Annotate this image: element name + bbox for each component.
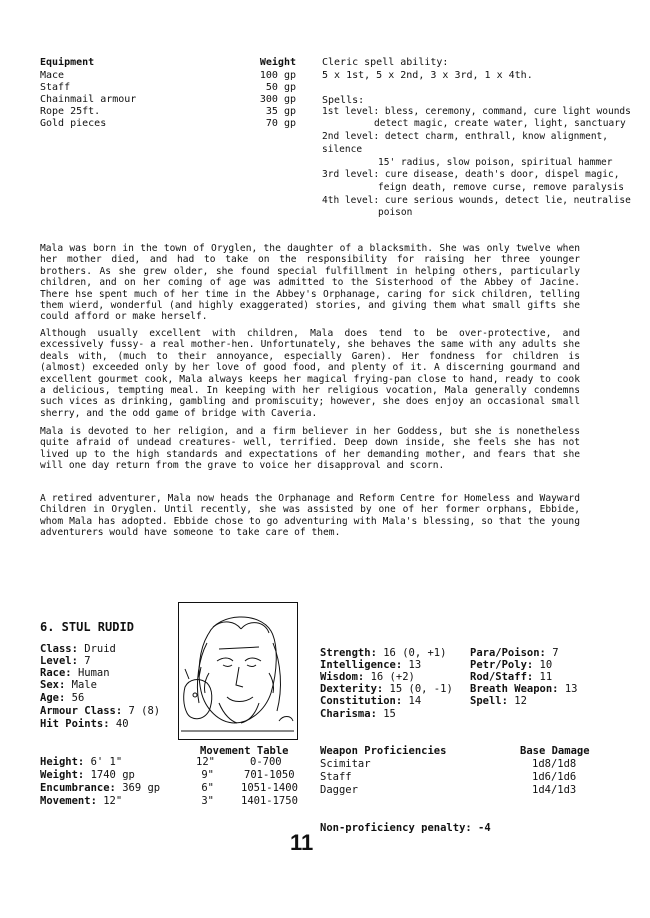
- equipment-weight: 35 gp: [265, 106, 296, 117]
- save-petr-poly: Petr/Poly: 10: [470, 659, 553, 671]
- ability-dexterity: Dexterity: 15 (0, -1): [320, 683, 453, 695]
- page-number: 11: [290, 830, 314, 855]
- stat-sex: Sex: Male: [40, 679, 97, 691]
- non-proficiency-penalty: Non-proficiency penalty: -4: [320, 822, 491, 834]
- spell-line: detect magic, create water, light, sanctuary: [374, 118, 626, 129]
- base-damage-title: Base Damage: [520, 745, 590, 757]
- equipment-item: Mace: [40, 70, 65, 81]
- weapon-name: Dagger: [320, 784, 358, 796]
- ability-intelligence: Intelligence: 13: [320, 659, 422, 671]
- spell-line: 1st level: bless, ceremony, command, cure light wounds: [322, 106, 631, 117]
- movement-range: 1051-1400: [241, 782, 298, 794]
- equipment-weight: 300 gp: [259, 94, 296, 105]
- movement-rate: 12": [196, 756, 215, 768]
- weapon-damage: 1d6/1d6: [532, 771, 577, 783]
- character-portrait: [178, 602, 298, 740]
- bio-paragraph: Although usually excellent with children, Mala does tend to be over-protective, and excessively fussy- a real mother-hen. Unfortunately, she behaves the same with any adults she deals with, (much to their annoyance, especially Garen). Her fondness for children is (almost) exceeded only by her love of good food, and plenty of it. A discerning gourmand and excellent gourmet cook, Mala always keeps her magical frying-pan close to hand, ready to cook a delicious, tempting meal. In keeping with her religious vocation, Mala generally condemns such vices as drinking, gambling and promiscuity; however, she does enjoy an occasional small sherry, and the odd game of bridge with Caveria.: [40, 328, 580, 419]
- equipment-header: Equipment: [40, 57, 95, 68]
- druid-portrait-icon: [179, 603, 296, 738]
- ability-wisdom: Wisdom: 16 (+2): [320, 671, 415, 683]
- stat-age: Age: 56: [40, 692, 85, 704]
- save-para-poison: Para/Poison: 7: [470, 647, 559, 659]
- stat-movement: Movement: 12": [40, 795, 123, 807]
- stat-hit-points: Hit Points: 40: [40, 718, 129, 730]
- ability-charisma: Charisma: 15: [320, 708, 396, 720]
- movement-range: 701-1050: [244, 769, 295, 781]
- movement-rate: 6": [201, 782, 214, 794]
- spell-line: poison: [378, 207, 413, 218]
- spell-list: [322, 106, 631, 224]
- weapon-damage: 1d8/1d8: [532, 758, 577, 770]
- save-spell: Spell: 12: [470, 695, 527, 707]
- equipment-item: Staff: [40, 82, 71, 93]
- spell-line: 3rd level: cure disease, death's door, dispel magic,: [322, 169, 620, 180]
- spell-line: silence: [322, 144, 363, 155]
- weapon-name: Staff: [320, 771, 352, 783]
- movement-range: 0-700: [250, 756, 282, 768]
- spell-line: feign death, remove curse, remove paralysis: [378, 182, 624, 193]
- equipment-item: Chainmail armour: [40, 94, 137, 105]
- movement-rate: 3": [201, 795, 214, 807]
- spell-ability-label: Cleric spell ability:: [322, 57, 449, 68]
- bio-paragraph: Mala is devoted to her religion, and a firm believer in her Goddess, but she is nonetheless quite afraid of undead creatures- well, terrified. Deep down inside, she feels she has not lived up to the high standards and expectations of her demanding mother, and fears that she will one day return from the grave to voice her disapproval and scorn.: [40, 426, 580, 472]
- ability-constitution: Constitution: 14: [320, 695, 422, 707]
- save-rod-staff: Rod/Staff: 11: [470, 671, 553, 683]
- stat-race: Race: Human: [40, 667, 110, 679]
- equipment-item: Gold pieces: [40, 118, 107, 129]
- weight-header: Weight: [259, 57, 296, 68]
- stat-class: Class: Druid: [40, 643, 116, 655]
- movement-table-title: Movement Table: [200, 745, 289, 757]
- stat-encumbrance: Encumbrance: 369 gp: [40, 782, 161, 794]
- stat-weight: Weight: 1740 gp: [40, 769, 135, 781]
- equipment-weight: 50 gp: [265, 82, 296, 93]
- base-damage-header-clip: [520, 745, 594, 759]
- spell-ability: 5 x 1st, 5 x 2nd, 3 x 3rd, 1 x 4th.: [322, 70, 533, 81]
- weapon-damage: 1d4/1d3: [532, 784, 577, 796]
- movement-range: 1401-1750: [241, 795, 298, 807]
- equipment-item: Rope 25ft.: [40, 106, 101, 117]
- stat-level: Level: 7: [40, 655, 91, 667]
- spell-line: 15' radius, slow poison, spiritual hammer: [378, 157, 613, 168]
- equipment-weight: 100 gp: [259, 70, 296, 81]
- equipment-weight: 70 gp: [265, 118, 296, 129]
- ability-strength: Strength: 16 (0, +1): [320, 647, 447, 659]
- spells-title: Spells:: [322, 95, 365, 106]
- bio-paragraph: A retired adventurer, Mala now heads the Orphanage and Reform Centre for Homeless and Wayward Children in Oryglen. Until recently, she was assisted by one of her former orphans, Ebbide, whom Mala has adopted. Ebbide chose to go adventuring with Mala's blessing, so that the young adventurers would have someone to take care of them.: [40, 493, 580, 539]
- weapon-proficiencies-title: Weapon Proficiencies: [320, 745, 447, 757]
- stat-armour-class: Armour Class: 7 (8): [40, 705, 161, 717]
- character-heading: 6. STUL RUDID: [40, 620, 134, 634]
- spell-line: 2nd level: detect charm, enthrall, know alignment,: [322, 131, 608, 142]
- save-breath-weapon: Breath Weapon: 13: [470, 683, 578, 695]
- movement-rate: 9": [201, 769, 214, 781]
- spell-line: 4th level: cure serious wounds, detect lie, neutralise: [322, 195, 631, 206]
- stat-height: Height: 6' 1": [40, 756, 123, 768]
- bio-paragraph: Mala was born in the town of Oryglen, the daughter of a blacksmith. She was only twelve when her mother died, and had to take on the responsibility for raising her three younger brothers. As she grew older, she found special fulfillment in helping others, particularly children, and on her coming of age was admitted to the Sisterhood of the Abbey of Jacine. There hse spent much of her time in the Abbey's Orphanage, caring for sick children, telling them wierd, wonderful (and highly exaggerated) stories, and giving them what small gifts she could afford or make herself.: [40, 243, 580, 323]
- weapon-name: Scimitar: [320, 758, 371, 770]
